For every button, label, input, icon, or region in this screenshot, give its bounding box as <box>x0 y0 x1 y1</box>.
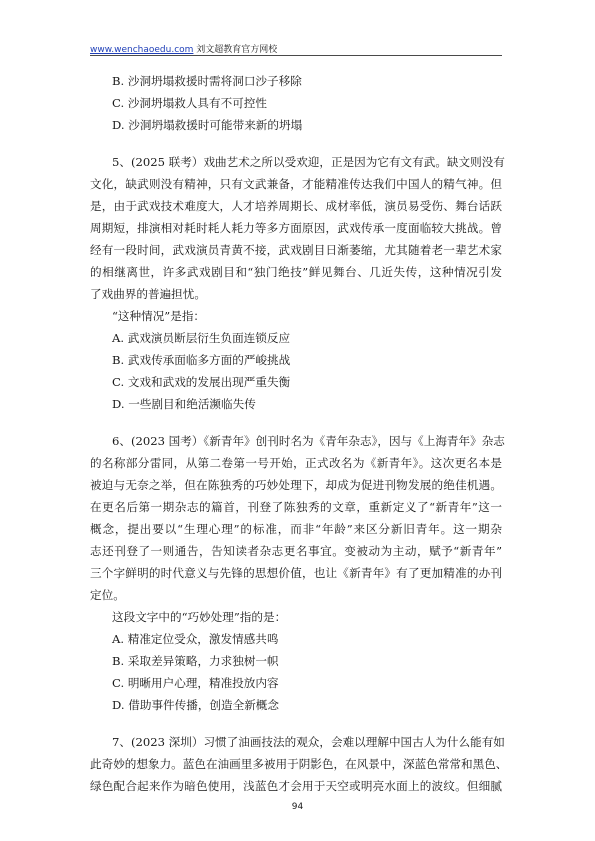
q6-option-d: D. 借助事件传播，创造全新概念 <box>112 698 279 712</box>
q6-option-c: C. 明晰用户心理，精准投放内容 <box>112 676 279 690</box>
q6-text-line: 概念，提出要以“生理心理”的标准，而非“年龄”来区分新旧青年。这一期杂 <box>90 522 502 536</box>
q6-question-stem: 这段文字中的“巧妙处理”指的是： <box>112 610 287 624</box>
q6-text-line: 在更名后第一期杂志的篇首，刊登了陈独秀的文章，重新定义了“新青年”这一 <box>90 500 502 514</box>
q5-text-line: 了戏曲界的普遍担忧。 <box>90 287 206 301</box>
q6-text-line: 被迫与无奈之举，但在陈独秀的巧妙处理下，却成为促进刊物发展的绝佳机遇。 <box>90 478 502 492</box>
q6-text-line: 志还刊登了一则通告，告知读者杂志更名事宜。变被动为主动，赋予“新青年” <box>90 544 502 558</box>
site-name: 刘文超教育官方网校 <box>193 45 278 55</box>
q6-option-a: A. 精准定位受众，激发情感共鸣 <box>112 632 279 646</box>
q5-text-line: 经有一段时间，武戏演员青黄不接，武戏剧目日渐萎缩，尤其随着老一辈艺术家 <box>90 243 502 257</box>
page-header <box>90 42 277 55</box>
q4-option-b: B. 沙洞坍塌救援时需将洞口沙子移除 <box>112 74 302 88</box>
q4-option-c: C. 沙洞坍塌救人具有不可控性 <box>112 96 267 110</box>
header-divider <box>90 55 502 56</box>
q7-text-line: 7、(2023 深圳）习惯了油画技法的观众，会难以理解中国古人为什么能有如 <box>112 735 505 749</box>
page-number: 94 <box>291 802 304 812</box>
q6-text-line: 三个字鲜明的时代意义与先锋的思想价值，也让《新青年》有了更加精准的办刊 <box>90 566 502 580</box>
q5-option-c: C. 文戏和武戏的发展出现严重失衡 <box>112 375 291 389</box>
q5-text-line: 是，由于武戏技术难度大，人才培养周期长、成材率低，演员易受伤、舞台话跃 <box>90 199 502 213</box>
q5-text-line: 5、(2025 联考）戏曲艺术之所以受欢迎，正是因为它有文有武。缺文则没有 <box>112 155 505 169</box>
q5-text-line: 周期短，排演相对耗时耗人耗力等多方面原因，武戏传承一度面临较大挑战。曾 <box>90 221 502 235</box>
site-url-link[interactable]: www.wenchaoedu.com <box>90 45 194 55</box>
q5-question-stem: “这种情况”是指： <box>112 309 206 323</box>
q7-text-line: 此奇妙的想象力。蓝色在油画里多被用于阴影色，在风景中，深蓝色常常和黑色、 <box>90 757 508 771</box>
q7-text-line: 绿色配合起来作为暗色使用，浅蓝色才会用于天空或明亮水面上的波纹。但细腻 <box>90 779 502 793</box>
q6-text-line: 6、(2023 国考）《新青年》创刊时名为《青年杂志》，因与《上海青年》杂志 <box>112 434 505 448</box>
q6-option-b: B. 采取差异策略，力求独树一帜 <box>112 654 279 668</box>
q4-option-d: D. 沙洞坍塌救援时可能带来新的坍塌 <box>112 118 303 132</box>
q6-text-line: 的名称部分雷同，从第二卷第一号开始，正式改名为《新青年》。这次更名本是 <box>90 456 502 470</box>
q5-option-d: D. 一些剧目和绝活濒临失传 <box>112 397 256 411</box>
q5-text-line: 文化，缺武则没有精神，只有文武兼备，才能精准传达我们中国人的精气神。但 <box>90 177 502 191</box>
q5-option-b: B. 武戏传承面临多方面的严峻挑战 <box>112 353 291 367</box>
q6-text-line: 定位。 <box>90 588 125 602</box>
q5-option-a: A. 武戏演员断层衍生负面连锁反应 <box>112 331 291 345</box>
q5-text-line: 的相继离世，许多武戏剧目和“独门绝技”鲜见舞台、几近失传，这种情况引发 <box>90 265 502 279</box>
